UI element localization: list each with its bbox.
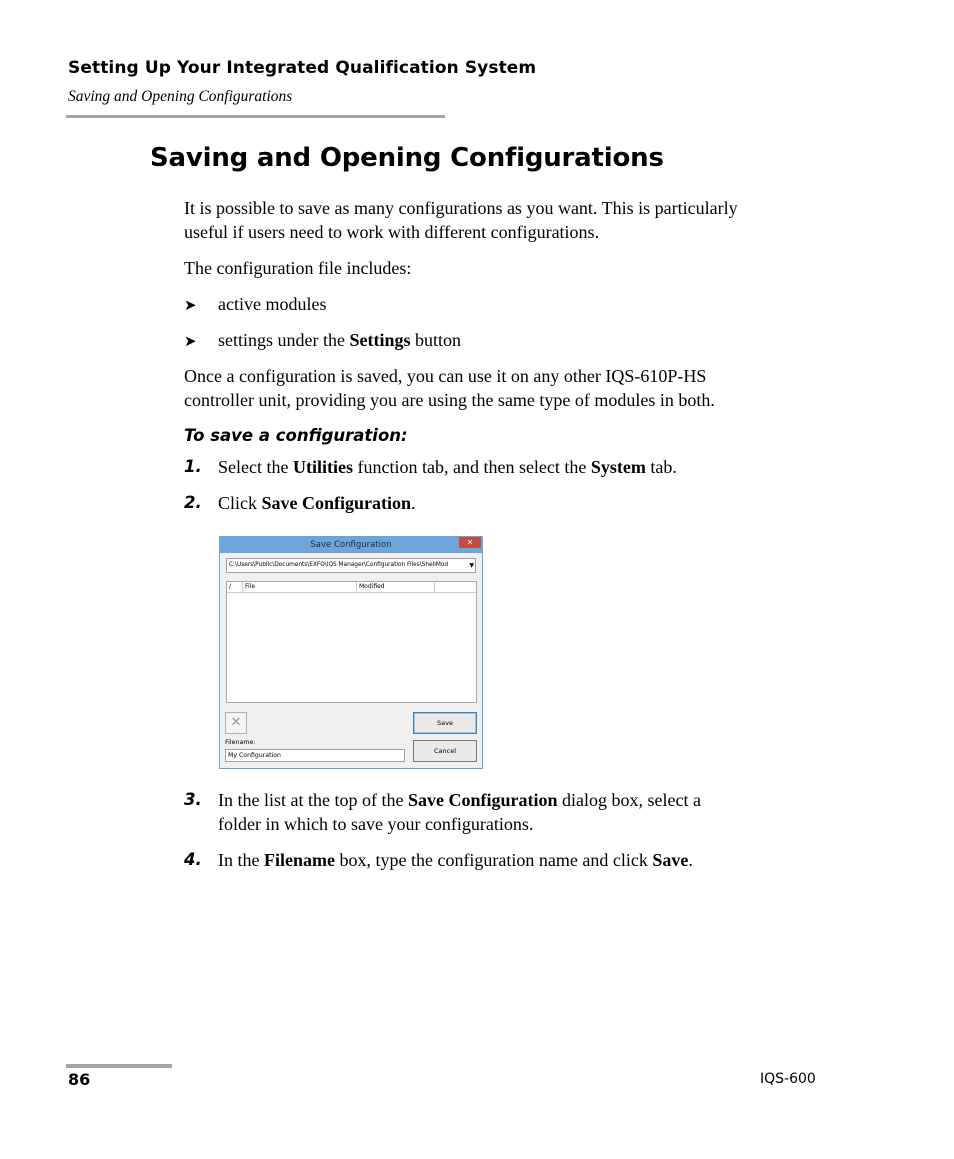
intro-line-2: useful if users need to work with different configurations. [184,222,600,242]
column-header-file[interactable]: File [243,582,357,593]
step-number: 1. [184,457,202,476]
step-text: . [411,493,416,513]
step-text: In the [218,850,264,870]
page-number: 86 [68,1070,91,1089]
step-text: dialog box, select a [557,790,701,810]
dialog-title: Save Configuration [220,537,482,553]
step-number: 4. [184,850,202,869]
step-number: 3. [184,790,202,809]
procedure-title: To save a configuration: [184,426,408,445]
folder-path-value: C:\Users\Public\Documents\EXFO\IQS Manager\Configuration Files\ShellMod [229,562,449,568]
step-bold: Utilities [292,457,353,477]
bullet-item [184,292,326,318]
bullet-text-post: button [410,330,462,350]
step-text: tab. [645,457,677,477]
folder-path-select[interactable] [226,558,476,573]
running-header-title: Setting Up Your Integrated Qualification System [68,58,537,78]
includes-paragraph: The configuration file includes: [184,258,412,278]
once-line-1: Once a configuration is saved, you can use it on any other IQS-610P-HS [184,366,707,386]
arrow-bullet-icon: ➤ [184,334,197,350]
section-heading: Saving and Opening Configurations [150,143,664,173]
close-icon[interactable]: ✕ [459,537,481,548]
step-text: Select the [218,457,293,477]
step-1 [184,455,824,479]
bullet-text-pre: settings under the [218,330,350,350]
bullet-text-bold: Settings [349,330,411,350]
bullet-text: active modules [218,294,327,314]
arrow-bullet-icon: ➤ [184,298,197,314]
chevron-down-icon[interactable]: ▼ [469,562,474,569]
intro-line-1: It is possible to save as many configurations as you want. This is particularly [184,198,738,218]
step-bold: Save [652,850,689,870]
column-header-modified[interactable]: Modified [357,582,435,593]
delete-button[interactable] [225,712,247,734]
step-text: function tab, and then select the [352,457,591,477]
product-name: IQS-600 [760,1071,816,1087]
step-text: Click [218,493,262,513]
step-text: . [688,850,693,870]
step-text: In the list at the top of the [218,790,408,810]
filename-input[interactable]: My Configuration [225,749,405,762]
step-text: folder in which to save your configurations. [218,814,534,834]
file-list[interactable] [226,581,477,703]
save-button[interactable]: Save [413,712,477,734]
step-3 [184,788,824,836]
cancel-button[interactable]: Cancel [413,740,477,762]
column-header-sort[interactable]: / [227,582,243,593]
once-line-2: controller unit, providing you are using the same type of modules in both. [184,390,715,410]
delete-icon: ✕ [230,715,242,730]
step-2 [184,491,824,515]
bullet-item [184,328,461,354]
header-rule [66,115,445,118]
step-number: 2. [184,493,202,512]
footer-rule [66,1064,172,1068]
step-text: box, type the configuration name and click [334,850,653,870]
column-header-empty [435,582,476,593]
step-bold: Filename [263,850,335,870]
step-bold: System [590,457,646,477]
step-bold: Save Configuration [261,493,412,513]
filename-label: Filename: [225,739,256,746]
intro-paragraph [184,196,834,244]
step-bold: Save Configuration [407,790,558,810]
step-4 [184,848,824,872]
once-paragraph [184,364,834,412]
save-configuration-dialog [219,536,483,769]
running-header-subtitle: Saving and Opening Configurations [68,88,293,105]
